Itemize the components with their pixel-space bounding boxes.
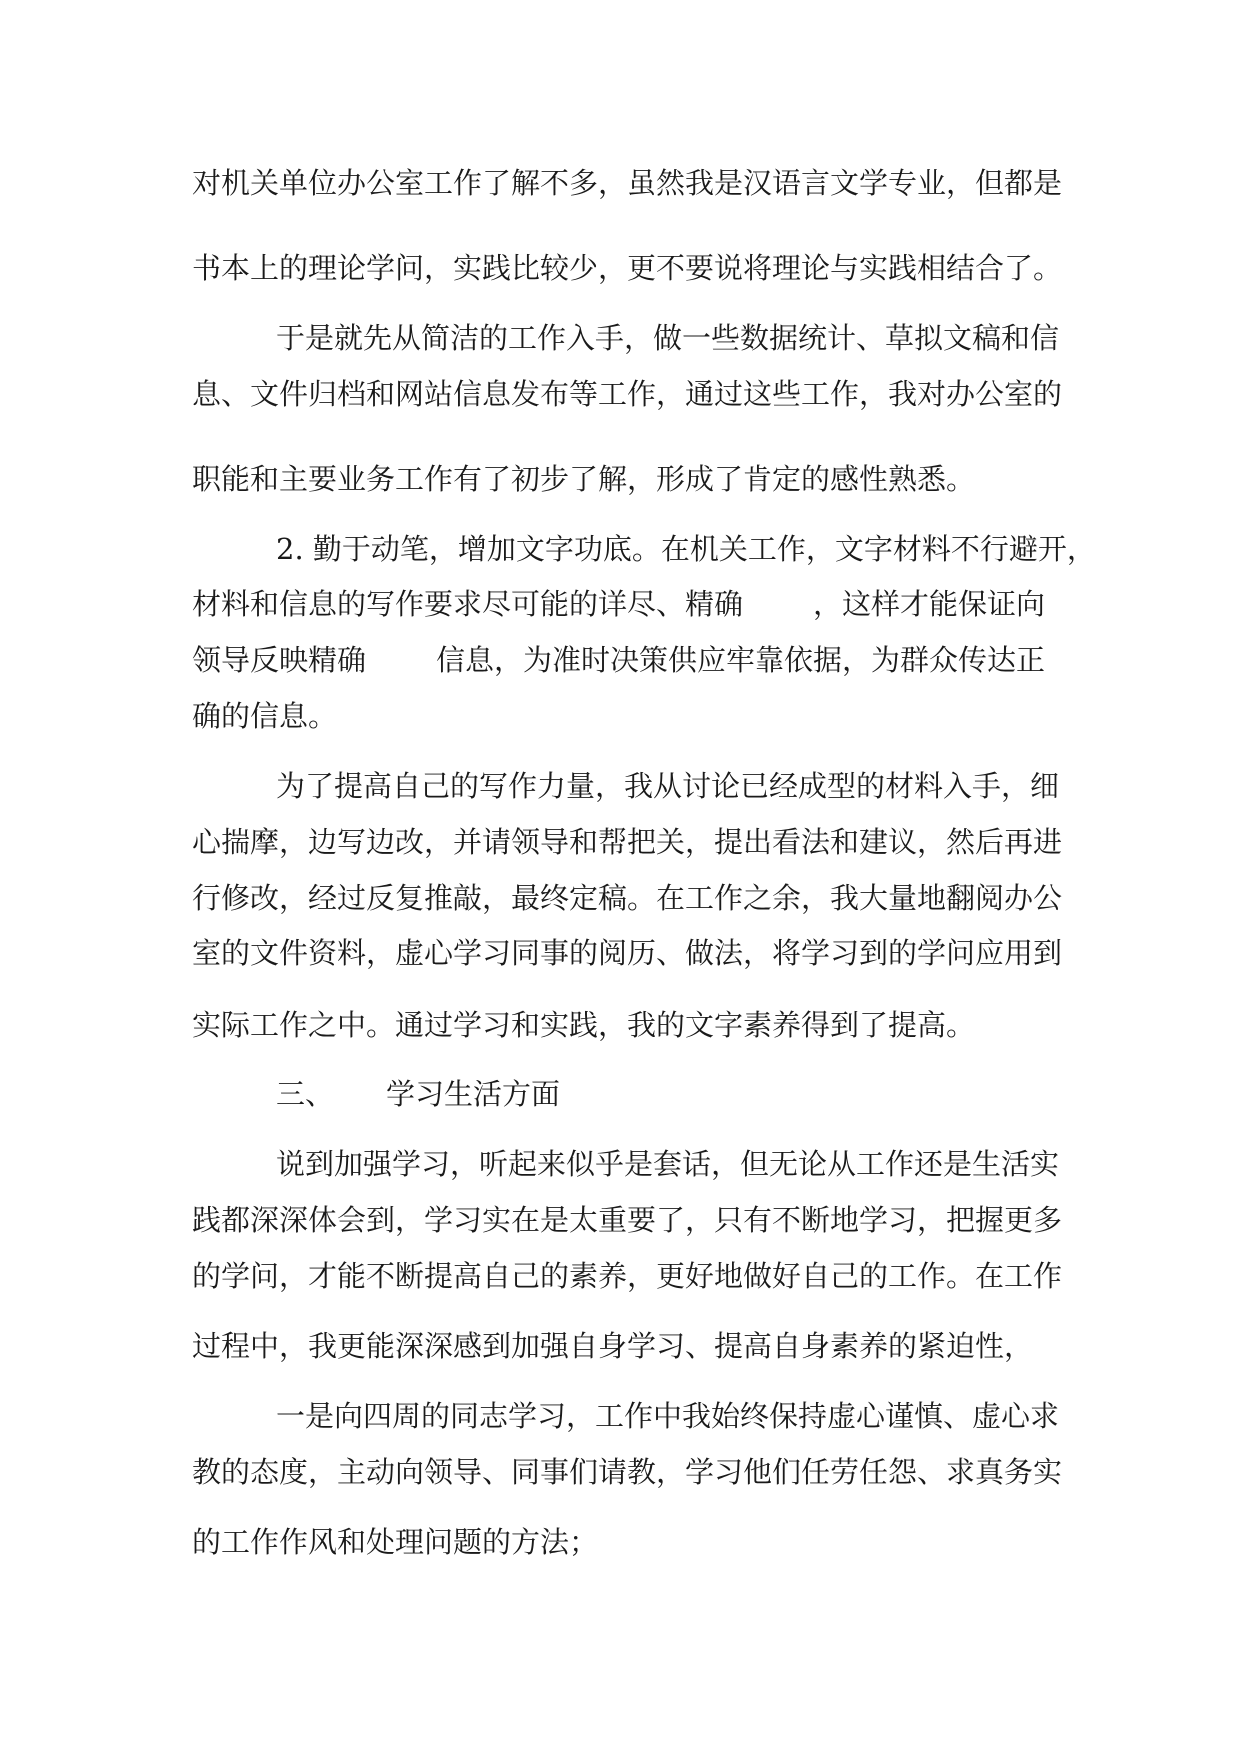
text-line: [192, 584, 1052, 624]
text-fragment: 材料和信息的写作要求尽可能的详尽、精确: [192, 587, 744, 621]
text-line: 于是就先从简洁的工作入手，做一些数据统计、草拟文稿和信: [276, 321, 1060, 355]
text-fragment: ，这样才能保证向: [813, 587, 1046, 621]
text-line: 书本上的理论学问，实践比较少，更不要说将理论与实践相结合了。: [192, 251, 1063, 285]
text-line: 2. 勤于动笔，增加文字功底。在机关工作，文字材料不行避开，: [276, 532, 1096, 566]
text-line: 的工作作风和处理问题的方法；: [192, 1525, 599, 1559]
text-fragment: 领导反映精确: [192, 643, 367, 677]
text-line: 践都深深体会到，学习实在是太重要了，只有不断地学习，把握更多: [192, 1203, 1063, 1237]
text-line: 行修改，经过反复推敲，最终定稿。在工作之余，我大量地翻阅办公: [192, 881, 1063, 915]
text-line: 实际工作之中。通过学习和实践，我的文字素养得到了提高。: [192, 1008, 976, 1042]
section-title: 学习生活方面: [386, 1077, 561, 1111]
text-line: [192, 640, 1052, 680]
text-line: 的学问，才能不断提高自己的素养，更好地做好自己的工作。在工作: [192, 1259, 1063, 1293]
text-line: 说到加强学习，听起来似乎是套话，但无论从工作还是生活实: [276, 1147, 1060, 1181]
text-line: 对机关单位办公室工作了解不多，虽然我是汉语言文学专业，但都是: [192, 166, 1063, 200]
text-line: 息、文件归档和网站信息发布等工作，通过这些工作，我对办公室的: [192, 377, 1063, 411]
text-line: 职能和主要业务工作有了初步了解，形成了肯定的感性熟悉。: [192, 462, 976, 496]
text-line: 室的文件资料，虚心学习同事的阅历、做法，将学习到的学问应用到: [192, 936, 1063, 970]
section-heading: [276, 1074, 1052, 1114]
text-line: 教的态度，主动向领导、同事们请教，学习他们任劳任怨、求真务实: [192, 1455, 1063, 1489]
text-line: 确的信息。: [192, 699, 338, 733]
text-line: 一是向四周的同志学习，工作中我始终保持虚心谨慎、虚心求: [276, 1399, 1060, 1433]
text-line: 过程中，我更能深深感到加强自身学习、提高自身素养的紧迫性，: [192, 1329, 1034, 1363]
section-number: 三、: [276, 1077, 335, 1111]
text-line: 心揣摩，边写边改，并请领导和帮把关，提出看法和建议，然后再进: [192, 825, 1063, 859]
text-fragment: 信息，为准时决策供应牢靠依据，为群众传达正: [436, 643, 1046, 677]
text-line: 为了提高自己的写作力量，我从讨论已经成型的材料入手，细: [276, 769, 1060, 803]
